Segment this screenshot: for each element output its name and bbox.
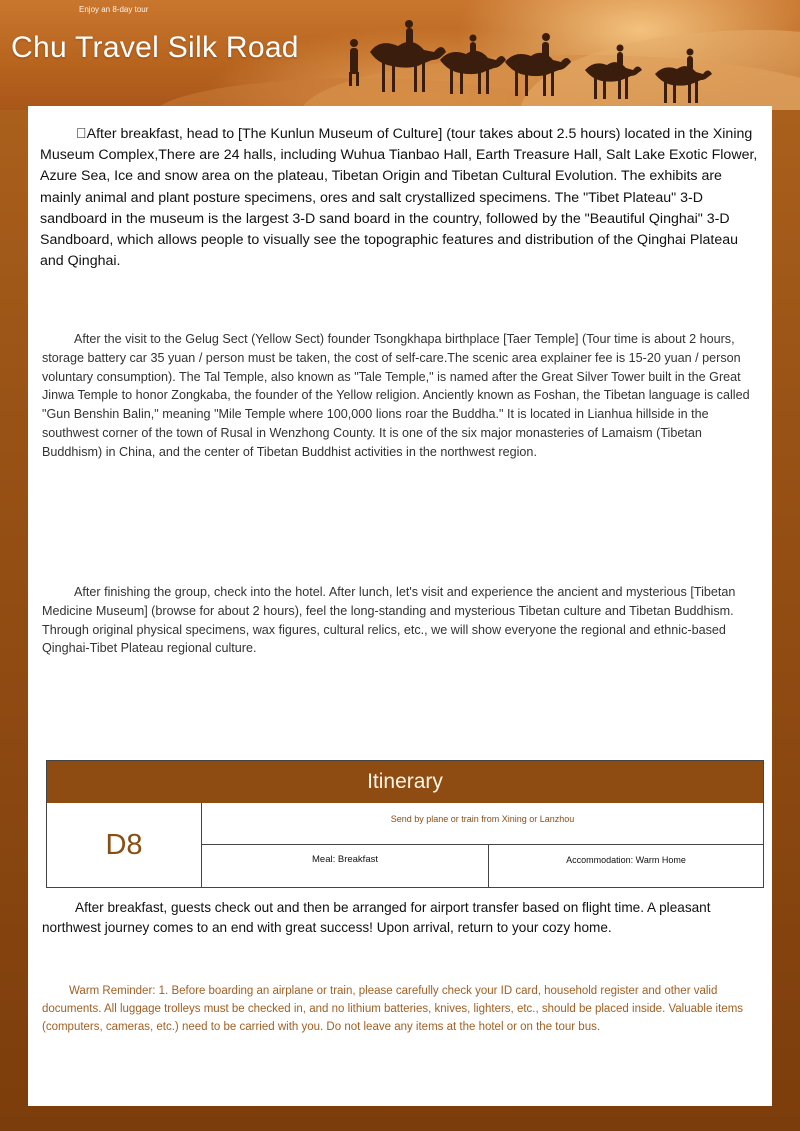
camel-caravan-image xyxy=(330,12,750,108)
content-panel xyxy=(28,106,772,1106)
header-banner xyxy=(0,0,800,110)
medicine-museum-paragraph: After finishing the group, check into the hotel. After lunch, let's visit and experience the ancient and mysterious [Tibetan Medicine Museum] (browse for about 2 hours), feel the long-standing and mysterious Tibetan culture and Tibetan Buddhism. Through original physical specimens, wax figures, cultural relics, etc., we will show everyone the regional and ethnic-based Qinghai-Tibet Plateau regional culture. xyxy=(42,585,736,656)
itinerary-table xyxy=(46,760,764,888)
brand-title: Chu Travel Silk Road xyxy=(11,31,299,64)
itinerary-meal: Meal: Breakfast xyxy=(202,845,489,887)
tour-tagline: Enjoy an 8-day tour xyxy=(79,5,149,14)
itinerary-day: D8 xyxy=(47,803,202,887)
itinerary-accommodation: Accommodation: Warm Home xyxy=(566,855,686,865)
itinerary-route: Send by plane or train from Xining or Lanzhou xyxy=(202,803,763,845)
temple-paragraph: After the visit to the Gelug Sect (Yellow Sect) founder Tsongkhapa birthplace [Taer Temple] (Tour time is about 2 hours, storage battery car 35 yuan / person must be taken, the cost of self-care.The scenic area explainer fee is 15-20 yuan / person voluntary consumption). The Tal Temple, also known as "Tale Temple," is named after the Great Silver Tower built in the Great Jinwa Temple to honor Zongkaba, the founder of the Yellow religion. Anciently known as Foshan, the Tibetan language is called "Gun Benshin Balin," meaning "Mile Temple where 100,000 lions roar the Buddha." It is located in Lianhua hillside in the southwest corner of the town of Rusal in Wenzhong County. It is one of the six major monasteries of Lamaism (Tibetan Buddhism) in China, and the center of Tibetan Buddhist activities in the northwest region. xyxy=(42,332,750,459)
warm-reminder: Warm Reminder: 1. Before boarding an airplane or train, please carefully check your ID card, household register and other valid documents. All luggage trolleys must be checked in, and no lithium batteries, knives, lighters, etc., should be placed inside. Valuable items (computers, cameras, etc.) need to be carried with you. Do not leave any items at the hotel or on the tour bus. xyxy=(42,985,744,1033)
itinerary-heading: Itinerary xyxy=(47,761,763,803)
departure-paragraph: After breakfast, guests check out and then be arranged for airport transfer based on flight time. A pleasant northwest journey comes to an end with great success! Upon arrival, return to your cozy home. xyxy=(42,900,711,935)
museum-paragraph:  After breakfast, head to [The Kunlun Museum of Culture] (tour takes about 2.5 hours) located in the Xining Museum Complex,There are 24 halls, including Wuhua Tianbao Hall, Earth Treasure Hall, Salt Lake Exotic Flower, Azure Sea, Ice and snow area on the plateau, Tibetan Origin and Tibetan Cultural Evolution. The exhibits are mainly animal and plant posture specimens, ores and salt crystallized specimens. The "Tibet Plateau" 3-D sandboard in the museum is the largest 3-D sand board in the country, followed by the "Beautiful Qinghai" 3-D Sandboard, which allows people to visually see the topographic features and distribution of the Qinghai Plateau and Qinghai. xyxy=(40,126,758,270)
